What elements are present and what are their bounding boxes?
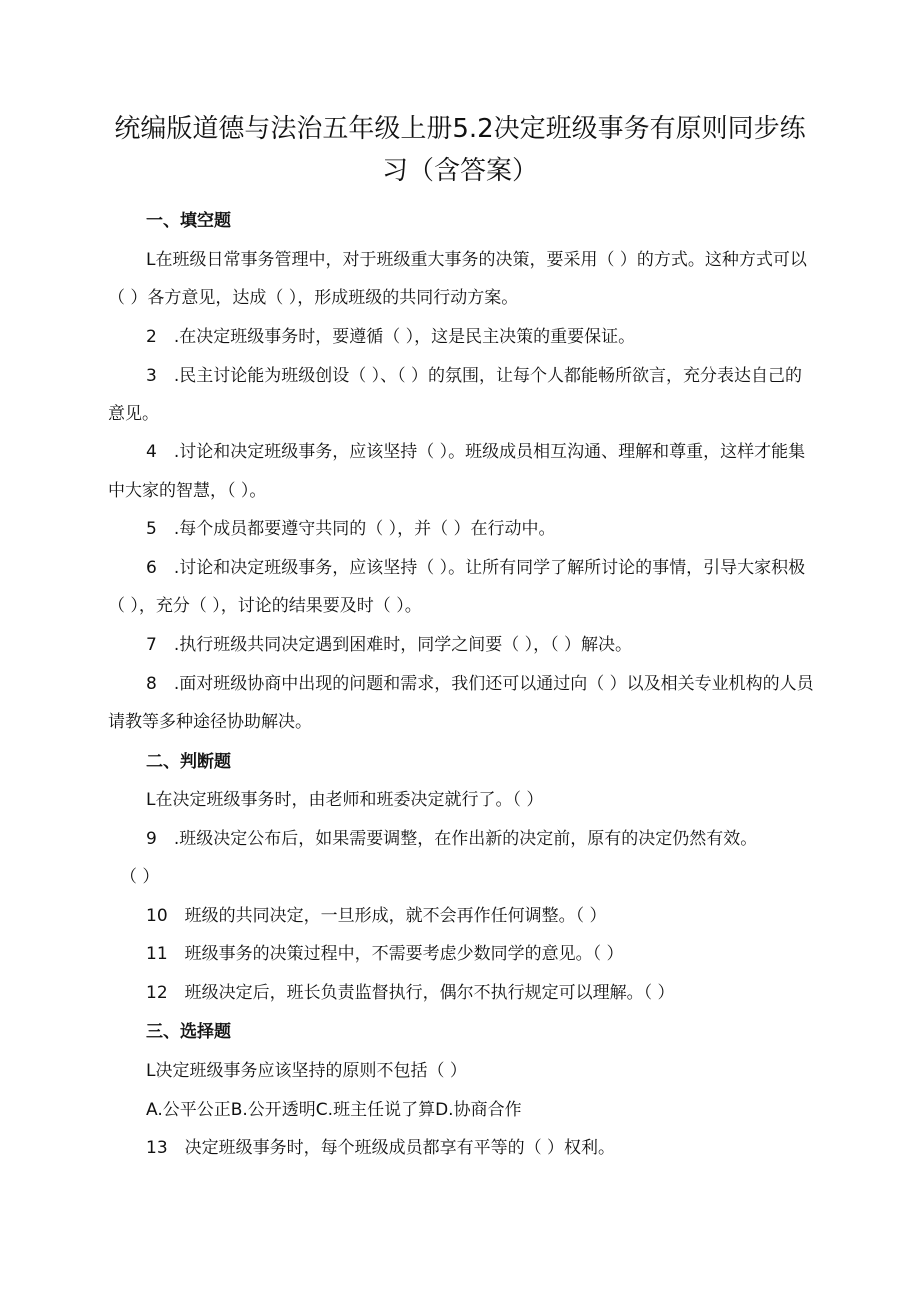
tf-question-10: 10 班级的共同决定，一旦形成，就不会再作任何调整。（ ）	[146, 906, 607, 926]
tf-question-9-line-1: 9 .班级决定公布后，如果需要调整，在作出新的决定前，原有的决定仍然有效。	[146, 829, 758, 849]
question-1-line-2: （ ）各方意见，达成（ ），形成班级的共同行动方案。	[108, 288, 519, 308]
tf-question-1: L在决定班级事务时，由老师和班委决定就行了。（ ）	[146, 790, 544, 810]
tf-question-11: 11 班级事务的决策过程中，不需要考虑少数同学的意见。（ ）	[146, 944, 624, 964]
question-2: 2 .在决定班级事务时，要遵循（ ），这是民主决策的重要保证。	[146, 327, 636, 347]
question-3-line-2: 意见。	[108, 404, 159, 424]
mc-question-1: L决定班级事务应该坚持的原则不包括（ ）	[146, 1061, 467, 1081]
section-heading-fill-blank: 一、填空题	[146, 211, 231, 231]
question-8-line-1: 8 .面对班级协商中出现的问题和需求，我们还可以通过向（ ）以及相关专业机构的人员	[146, 674, 814, 694]
section-heading-multiple-choice: 三、选择题	[146, 1022, 231, 1042]
mc-question-1-options: A.公平公正B.公开透明C.班主任说了算D.协商合作	[146, 1100, 522, 1120]
question-6-line-2: （ ），充分（ ），讨论的结果要及时（ ）。	[108, 596, 422, 616]
question-1-line-1: L在班级日常事务管理中，对于班级重大事务的决策，要采用（ ）的方式。这种方式可以	[146, 250, 807, 270]
tf-question-12: 12 班级决定后，班长负责监督执行，偶尔不执行规定可以理解。（ ）	[146, 983, 675, 1003]
question-3-line-1: 3 .民主讨论能为班级创设（ ）、（ ）的氛围，让每个人都能畅所欲言，充分表达自己的	[146, 366, 803, 386]
title-line-1: 统编版道德与法治五年级上册5.2决定班级事务有原则同步练	[114, 114, 806, 144]
section-heading-true-false: 二、判断题	[146, 752, 231, 772]
title-line-2: 习（含答案）	[381, 156, 538, 186]
question-4-line-1: 4 .讨论和决定班级事务，应该坚持（ ）。班级成员相互沟通、理解和尊重，这样才能集	[146, 442, 806, 462]
question-4-line-2: 中大家的智慧，（ ）。	[108, 481, 267, 501]
tf-question-9-line-2: （ ）	[120, 867, 160, 887]
question-6-line-1: 6 .讨论和决定班级事务，应该坚持（ ）。让所有同学了解所讨论的事情，引导大家积极	[146, 558, 806, 578]
question-5: 5 .每个成员都要遵守共同的（ ），并（ ）在行动中。	[146, 519, 556, 539]
question-8-line-2: 请教等多种途径协助解决。	[108, 712, 312, 732]
document-title	[90, 108, 830, 192]
question-7: 7 .执行班级共同决定遇到困难时，同学之间要（ ），（ ）解决。	[146, 635, 633, 655]
mc-question-13: 13 决定班级事务时，每个班级成员都享有平等的（ ）权利。	[146, 1138, 616, 1158]
